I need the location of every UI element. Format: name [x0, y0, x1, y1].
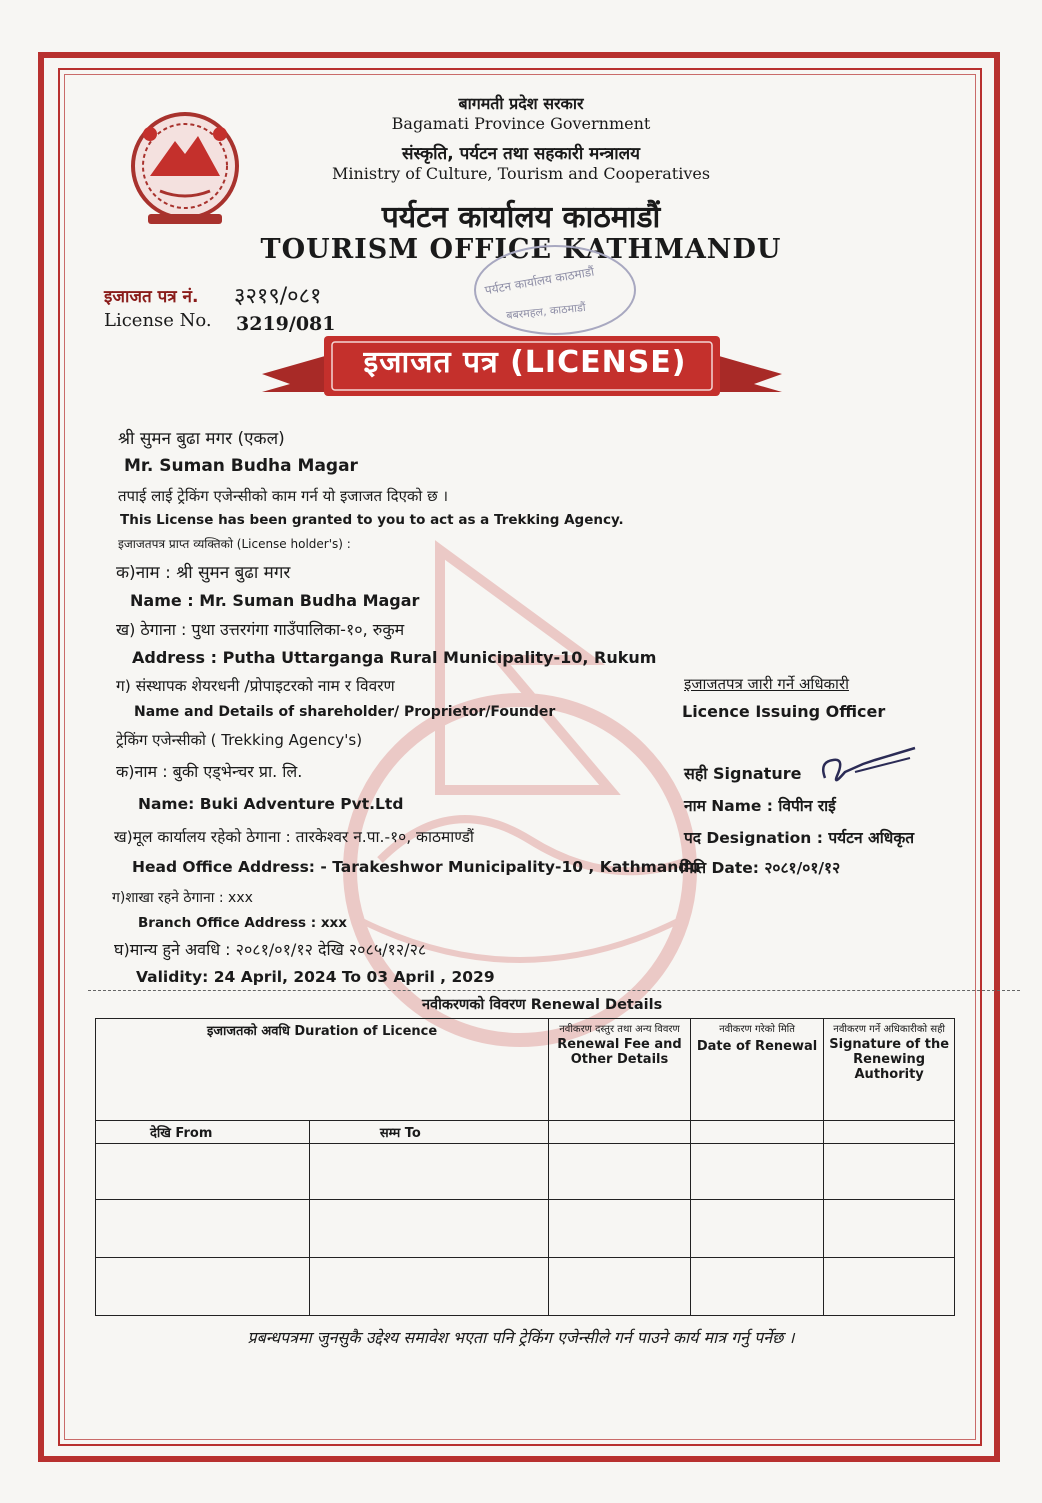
validity-en: Validity: 24 April, 2024 To 03 April , 2029: [136, 968, 495, 986]
renewal-table: [95, 1018, 955, 1316]
footer-note: प्रबन्धपत्रमा जुनसुकै उद्देश्य समावेश भएता पनि ट्रेकिंग एजेन्सीले गर्न पाउने कार्य मात्र गर्नु पर्नेछ ।: [247, 1328, 795, 1347]
col-date: नवीकरण गरेको मिति Date of Renewal: [690, 1019, 824, 1121]
license-no-label-en: License No.: [104, 310, 212, 331]
province-np: बागमती प्रदेश सरकार: [458, 94, 584, 113]
col-to: सम्म To: [309, 1121, 548, 1144]
branch-np: ग)शाखा रहने ठेगाना : xxx: [112, 890, 253, 906]
holder-address-np: ख) ठेगाना : पुथा उत्तरगंगा गाउँपालिका-१०, रुकुम: [116, 620, 405, 639]
validity-np: घ)मान्य हुने अवधि : २०८१/०१/१२ देखि २०८५/१२/२८: [114, 940, 427, 959]
issue-date: मिति Date: २०८१/०१/१२: [680, 859, 841, 877]
table-row: [96, 1200, 955, 1258]
holder-name-en-line: Name : Mr. Suman Budha Magar: [130, 591, 420, 610]
grant-np: तपाई लाई ट्रेकिंग एजेन्सीको काम गर्न यो इजाजत दिएको छ ।: [118, 487, 449, 505]
founder-np: ग) संस्थापक शेयरधनी /प्रोपाइटरको नाम र विवरण: [116, 677, 395, 695]
stamp-line1: पर्यटन कार्यालय काठमाडौं: [483, 264, 596, 298]
divider: [88, 990, 1020, 991]
officer-heading-np: इजाजतपत्र जारी गर्ने अधिकारी: [684, 675, 849, 693]
holder-name-en: Mr. Suman Budha Magar: [124, 456, 358, 476]
renewal-title: नवीकरणको विवरण Renewal Details: [422, 997, 663, 1013]
col-signature: नवीकरण गर्ने अधिकारीको सही Signature of the Renewing Authority: [824, 1019, 955, 1121]
signature-mark: [815, 742, 925, 792]
signature-label: सही Signature: [684, 764, 802, 783]
grant-en: This License has been granted to you to act as a Trekking Agency.: [120, 512, 624, 528]
head-office-en: Head Office Address: - Tarakeshwor Municipality-10 , Kathmandu: [132, 858, 701, 876]
holder-name-np-line: क)नाम : श्री सुमन बुढा मगर: [116, 563, 291, 583]
head-office-np: ख)मूल कार्यालय रहेको ठेगाना : तारकेश्वर न.पा.-१०, काठमाण्डौं: [114, 828, 474, 846]
banner-title: इजाजत पत्र (LICENSE): [363, 345, 687, 380]
officer-designation: पद Designation : पर्यटन अधिकृत: [684, 829, 915, 847]
officer-heading-en: Licence Issuing Officer: [682, 702, 886, 721]
agency-name-np: क)नाम : बुकी एड्भेन्चर प्रा. लि.: [116, 762, 303, 781]
license-no-label-np: इजाजत पत्र नं.: [104, 287, 199, 307]
province-en: Bagamati Province Government: [391, 114, 651, 133]
branch-en: Branch Office Address : xxx: [138, 915, 347, 931]
office-np: पर्यटन कार्यालय काठमाडौं: [381, 200, 661, 235]
ministry-en: Ministry of Culture, Tourism and Cooperatives: [331, 164, 711, 183]
holder-name-np: श्री सुमन बुढा मगर (एकल): [118, 429, 285, 449]
officer-name: नाम Name : विपीन राई: [684, 797, 836, 815]
table-row: [96, 1258, 955, 1316]
col-fee: नवीकरण दस्तुर तथा अन्य विवरण Renewal Fee and Other Details: [549, 1019, 691, 1121]
holder-heading: इजाजतपत्र प्राप्त व्यक्तिको (License holder's) :: [118, 537, 351, 551]
holder-address-en: Address : Putha Uttarganga Rural Municipality-10, Rukum: [132, 648, 657, 667]
agency-name-en: Name: Buki Adventure Pvt.Ltd: [138, 795, 404, 813]
founder-en: Name and Details of shareholder/ Proprietor/Founder: [134, 704, 556, 720]
agency-heading: ट्रेकिंग एजेन्सीको ( Trekking Agency's): [116, 731, 363, 749]
ministry-np: संस्कृति, पर्यटन तथा सहकारी मन्त्रालय: [401, 144, 641, 164]
table-row: [96, 1144, 955, 1200]
office-en: TOURISM OFFICE KATHMANDU: [260, 234, 782, 265]
license-no-value-en: 3219/081: [236, 313, 336, 335]
col-from: देखि From: [96, 1121, 310, 1144]
stamp-line2: बबरमहल, काठमाडौं: [505, 300, 587, 323]
license-no-value-np: ३२१९/०८१: [234, 284, 322, 309]
col-duration: इजाजतको अवधि Duration of Licence: [96, 1019, 549, 1121]
